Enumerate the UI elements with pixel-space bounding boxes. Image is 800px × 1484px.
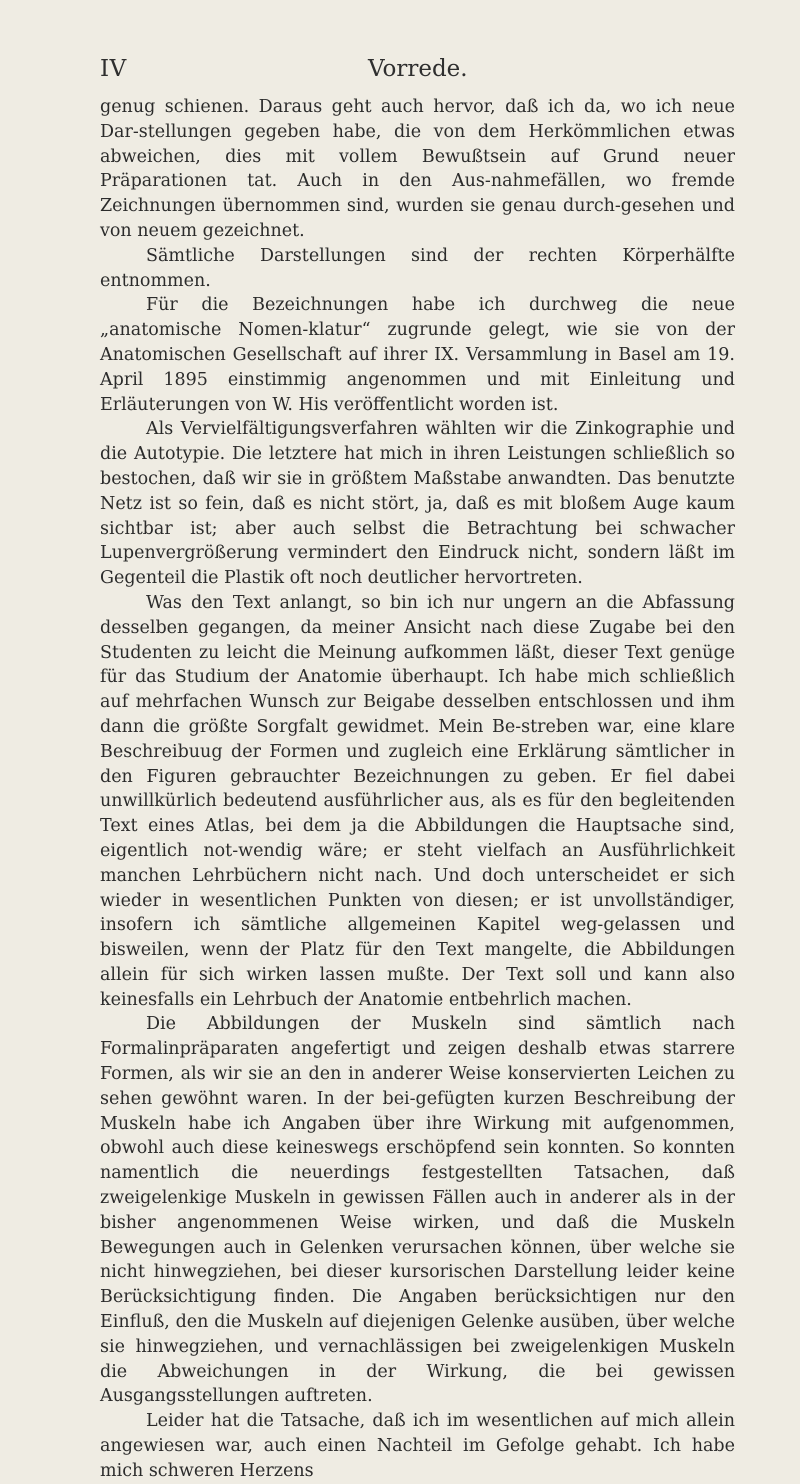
paragraph-2: Sämtliche Darstellungen sind der rechten Körperhälfte entnommen. — [100, 245, 735, 291]
paragraph-1: genug schienen. Daraus geht auch hervor, daß ich da, wo ich neue Dar-stellungen gegeben habe, die von dem Herkömmlichen etwas abweichen, dies mit vollem Bewußtsein auf Grund neuer Präparationen tat. Auch in den Aus-nahmefällen, wo fremde Zeichnungen übernommen sind, wurden sie genau durch-gesehen und von neuem gezeichnet. — [100, 97, 735, 241]
paragraph-3: Für die Bezeichnungen habe ich durchweg die neue „anatomische Nomen-klatur“ zugrunde gelegt, wie sie von der Anatomischen Gesellschaft auf ihrer IX. Versammlung in Basel am 19. April 1895 einstimmig angenommen und mit Einleitung und Erläuterungen von W. His veröffentlicht worden ist. — [100, 295, 735, 415]
running-title: Vorrede. — [368, 56, 468, 82]
paragraph-6: Die Abbildungen der Muskeln sind sämtlich nach Formalinpräparaten angefertigt und zeigen deshalb etwas starrere Formen, als wir sie an den in anderer Weise konservierten Leichen zu sehen gewöhnt waren. In der bei-gefügten kurzen Beschreibung der Muskeln habe ich Angaben über ihre Wirkung mit aufgenommen, obwohl auch diese keineswegs erschöpfend sein konnten. So konnten namentlich die neuerdings festgestellten Tatsachen, daß zweigelenkige Muskeln in gewissen Fällen auch in anderer als in der bisher angenommenen Weise wirken, und daß die Muskeln Bewegungen auch in Gelenken verursachen können, über welche sie nicht hinwegziehen, bei dieser kursorischen Darstellung leider keine Berücksichtigung finden. Die Angaben berücksichtigen nur den Einfluß, den die Muskeln auf diejenigen Gelenke ausüben, über welche sie hinwegziehen, und vernachlässigen bei zweigelenkigen Muskeln die Abweichungen in der Wirkung, die bei gewissen Ausgangsstellungen auftreten. — [100, 1014, 735, 1407]
paragraph-5: Was den Text anlangt, so bin ich nur ungern an die Abfassung desselben gegangen, da meiner Ansicht nach diese Zugabe bei den Studenten zu leicht die Meinung aufkommen läßt, dieser Text genüge für das Studium der Anatomie überhaupt. Ich habe mich schließlich auf mehrfachen Wunsch zur Beigabe desselben entschlossen und ihm dann die größte Sorgfalt gewidmet. Mein Be-streben war, eine klare Beschreibuug der Formen und zugleich eine Erklärung sämtlicher in den Figuren gebrauchter Bezeichnungen zu geben. Er fiel dabei unwillkürlich bedeutend ausführlicher aus, als es für den begleitenden Text eines Atlas, bei dem ja die Abbildungen die Hauptsache sind, eigentlich not-wendig wäre; er steht vielfach an Ausführlichkeit manchen Lehrbüchern nicht nach. Und doch unterscheidet er sich wieder in wesentlichen Punkten von diesen; er ist unvollständiger, insofern ich sämtliche allgemeinen Kapitel weg-gelassen und bisweilen, wenn der Platz für den Text mangelte, die Abbildungen allein für sich wirken lassen mußte. Der Text soll und kann also keinesfalls ein Lehrbuch der Anatomie entbehrlich machen. — [100, 592, 735, 1010]
body-text — [100, 95, 735, 1484]
paragraph-7: Leider hat die Tatsache, daß ich im wesentlichen auf mich allein angewiesen war, auch einen Nachteil im Gefolge gehabt. Ich habe mich schweren Herzens — [100, 1411, 735, 1481]
paragraph-4: Als Vervielfältigungsverfahren wählten wir die Zinkographie und die Autotypie. Die letztere hat mich in ihren Leistungen schließlich so bestochen, daß wir sie in größtem Maßstabe anwandten. Das benutzte Netz ist so fein, daß es nicht stört, ja, daß es mit bloßem Auge kaum sichtbar ist; aber auch selbst die Betrachtung bei schwacher Lupenvergrößerung vermindert den Eindruck nicht, sondern läßt im Gegenteil die Plastik oft noch deutlicher hervortreten. — [100, 419, 735, 589]
running-header — [100, 56, 740, 86]
page-number: IV — [100, 56, 127, 82]
